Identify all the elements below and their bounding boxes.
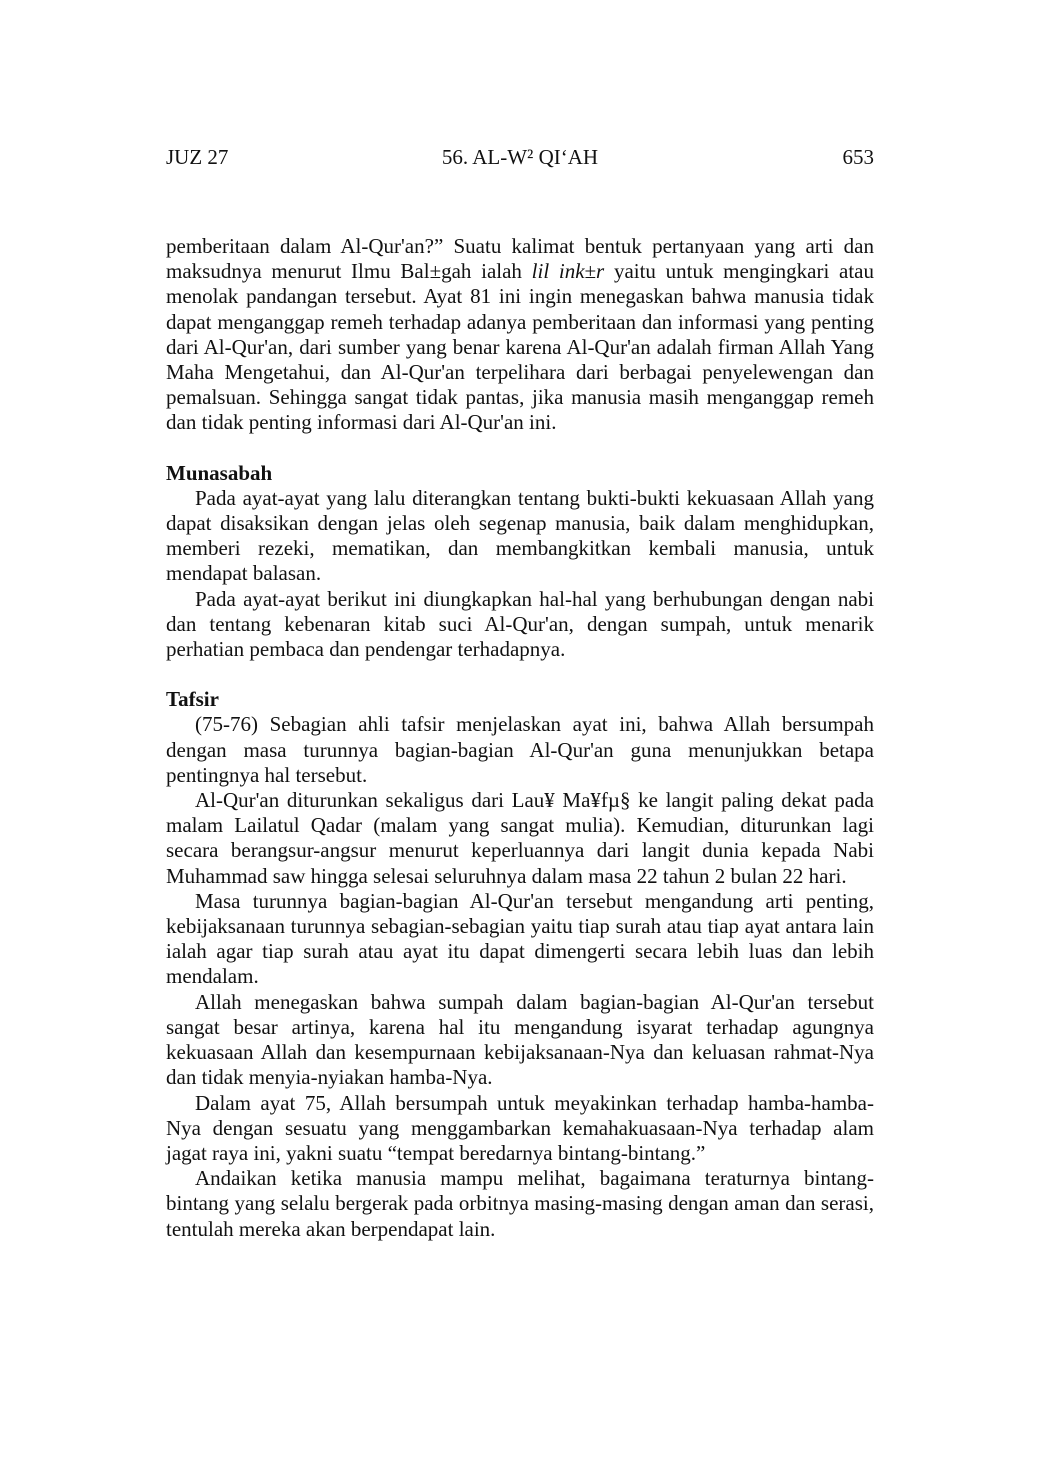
munasabah-heading: Munasabah	[166, 460, 273, 485]
intro-text-1: pemberitaan dalam Al-Qur'an?” Suatu kalimat bentuk pertanyaan yang arti dan maksudnya menurut Ilmu Bal±gah ialah	[166, 234, 874, 284]
munasabah-paragraph: Pada ayat-ayat berikut ini diungkapkan hal-hal yang berhubungan dengan nabi dan tentang kebenaran kitab suci Al-Qur'an, dengan sumpah, untuk menarik perhatian pembaca dan pendengar terhadapnya.	[166, 586, 874, 662]
tafsir-paragraph: Masa turunnya bagian-bagian Al-Qur'an tersebut mengandung arti penting, kebijaksanaan turunnya sebagian-sebagian yaitu tiap surah atau tiap ayat antara lain ialah agar tiap surah atau ayat itu dapat dimengerti secara lebih luas dan lebih mendalam.	[166, 888, 874, 989]
surah-title: 56. AL-W² QI‘AH	[441, 145, 599, 169]
body-text	[166, 234, 874, 1242]
intro-text-2: yaitu untuk mengingkari atau menolak pandangan tersebut. Ayat 81 ini ingin menegaskan bahwa manusia tidak dapat menganggap remeh terhadap adanya pemberitaan dan informasi yang penting dari Al-Qur'an, dari sumber yang benar karena Al-Qur'an adalah firman Allah Yang Maha Mengetahui, dan Al-Qur'an terpelihara dari berbagai penyelewengan dan pemalsuan. Sehingga sangat tidak pantas, jika manusia masih menganggap remeh dan tidak penting informasi dari Al-Qur'an ini.	[166, 259, 874, 435]
page-number: 653	[842, 145, 874, 169]
running-header	[166, 143, 874, 171]
tafsir-paragraph: Andaikan ketika manusia mampu melihat, bagaimana teraturnya bintang-bintang yang selalu bergerak pada orbitnya masing-masing dengan aman dan serasi, tentulah mereka akan berpendapat lain.	[166, 1166, 874, 1241]
tafsir-heading: Tafsir	[166, 687, 219, 712]
tafsir-paragraph: Al-Qur'an diturunkan sekaligus dari Lau¥ Ma¥fµ§ ke langit paling dekat pada malam Lailatul Qadar (malam yang sangat mulia). Kemudian, diturunkan lagi secara berangsur-angsur menurut keperluannya dari langit dunia kepada Nabi Muhammad saw hingga selesai seluruhnya dalam masa 22 tahun 2 bulan 22 hari.	[166, 788, 874, 888]
tafsir-paragraph: (75-76) Sebagian ahli tafsir menjelaskan ayat ini, bahwa Allah bersumpah dengan masa turunnya bagian-bagian Al-Qur'an guna menunjukkan betapa pentingnya hal tersebut.	[166, 712, 874, 787]
munasabah-paragraph: Pada ayat-ayat yang lalu diterangkan tentang bukti-bukti kekuasaan Allah yang dapat disaksikan dengan jelas oleh segenap manusia, baik dalam menghidupkan, memberi rezeki, mematikan, dan membangkitkan kembali manusia, untuk mendapat balasan.	[166, 485, 874, 586]
tafsir-paragraph: Allah menegaskan bahwa sumpah dalam bagian-bagian Al-Qur'an tersebut sangat besar artinya, karena hal itu mengandung isyarat terhadap agungnya kekuasaan Allah dan kesempurnaan kebijaksanaan-Nya dan keluasan rahmat-Nya dan tidak menyia-nyiakan hamba-Nya.	[166, 989, 874, 1090]
juz-label: JUZ 27	[166, 145, 229, 169]
tafsir-paragraph: Dalam ayat 75, Allah bersumpah untuk meyakinkan terhadap hamba-hamba-Nya dengan sesuatu yang menggambarkan kemahakuasaan-Nya terhadap alam jagat raya ini, yakni suatu “tempat beredarnya bintang-bintang.”	[166, 1090, 874, 1165]
intro-term: lil ink±r	[531, 259, 605, 284]
intro-paragraph	[166, 234, 874, 436]
